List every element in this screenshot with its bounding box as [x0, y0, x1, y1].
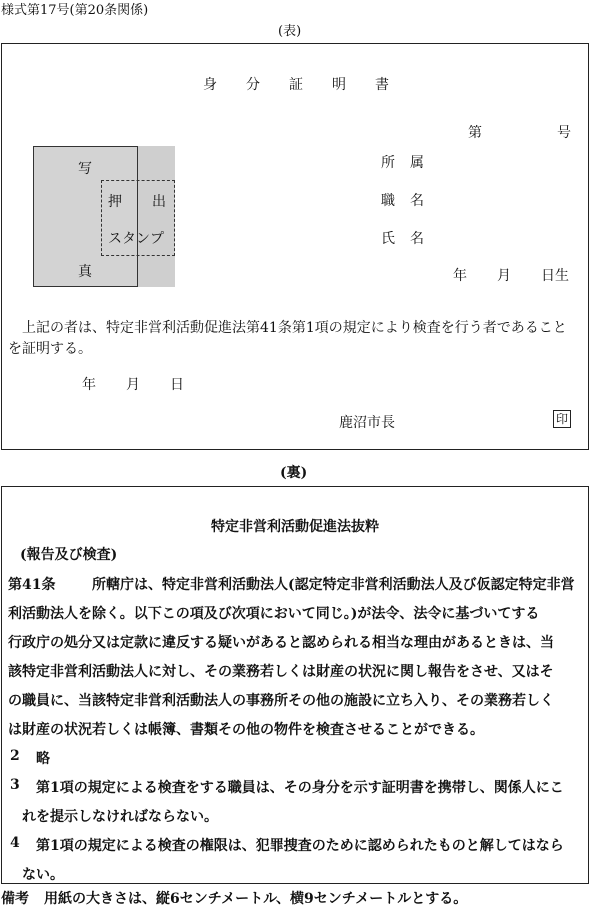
back-title: 特定非営利活動促進法抜粋 — [211, 519, 379, 535]
title-char: 分 — [246, 77, 260, 93]
remarks-text: 用紙の大きさは、縦6センチメートル、横9センチメートルとする。 — [44, 891, 468, 907]
article-line: 所轄庁は、特定非営利活動法人(認定特定非営利活動法人及び仮認定特定非営 — [92, 577, 575, 593]
birth-day-label: 日生 — [541, 268, 569, 284]
issuer-name: 鹿沼市長 — [339, 415, 395, 431]
statement-line-1: 上記の者は、特定非営利活動促進法第41条第1項の規定により検査を行う者であること — [22, 320, 567, 336]
item-4-line-2: ない。 — [22, 867, 64, 883]
seal-mark: 印 — [553, 410, 571, 428]
field-label-char: 名 — [410, 231, 424, 247]
stamp-label-stamp: スタンプ — [108, 231, 164, 247]
field-label-char: 職 — [381, 193, 395, 209]
field-label-char: 名 — [410, 193, 424, 209]
item-4-number: 4 — [10, 835, 20, 851]
form-number-label: 様式第17号(第20条関係) — [1, 3, 149, 18]
remarks-label: 備考 — [1, 891, 29, 907]
article-line: の職員に、当該特定非営利活動法人の事務所その他の施設に立ち入り、その業務若しく — [8, 693, 554, 709]
title-char: 身 — [203, 77, 217, 93]
issue-date-year: 年 — [82, 377, 96, 393]
item-3-line-2: れを提示しなければならない。 — [22, 809, 218, 825]
article-number: 第41条 — [8, 577, 56, 593]
issue-date-day: 日 — [170, 377, 184, 393]
item-2-text: 略 — [36, 751, 50, 767]
field-label-char: 属 — [410, 155, 424, 171]
back-heading: (報告及び検査) — [20, 547, 118, 563]
title-char: 証 — [289, 77, 303, 93]
item-3-number: 3 — [10, 777, 20, 793]
item-2-number: 2 — [10, 748, 20, 764]
birth-year-label: 年 — [453, 268, 467, 284]
title-char: 書 — [375, 77, 389, 93]
photo-label-top: 写 — [78, 161, 92, 177]
article-line: 該特定非営利活動法人に対し、その業務若しくは財産の状況に関し報告をさせ、又はそ — [8, 664, 554, 680]
issue-date-month: 月 — [126, 377, 140, 393]
number-label-right: 号 — [557, 125, 571, 141]
item-3-line-1: 第1項の規定による検査をする職員は、その身分を示す証明書を携帯し、関係人にこ — [36, 780, 564, 796]
field-label-char: 所 — [381, 155, 395, 171]
back-side-label: (裏) — [280, 465, 308, 481]
front-side-label: (表) — [278, 24, 302, 39]
article-line: は財産の状況若しくは帳簿、書類その他の物件を検査させることができる。 — [8, 722, 484, 738]
stamp-label-press: 押 — [108, 194, 122, 210]
statement-line-2: を証明する。 — [8, 341, 92, 357]
number-label-left: 第 — [468, 125, 482, 141]
article-line: 利活動法人を除く。以下この項及び次項において同じ。)が法令、法令に基づいてする — [8, 606, 540, 622]
article-line: 行政庁の処分又は定款に違反する疑いがあると認められる相当な理由があるときは、当 — [8, 635, 554, 651]
item-4-line-1: 第1項の規定による検査の権限は、犯罪捜査のために認められたものと解してはなら — [36, 838, 564, 854]
title-char: 明 — [332, 77, 346, 93]
photo-label-bottom: 真 — [78, 264, 92, 280]
birth-month-label: 月 — [497, 268, 511, 284]
stamp-label-out: 出 — [152, 194, 166, 210]
field-label-char: 氏 — [381, 231, 395, 247]
